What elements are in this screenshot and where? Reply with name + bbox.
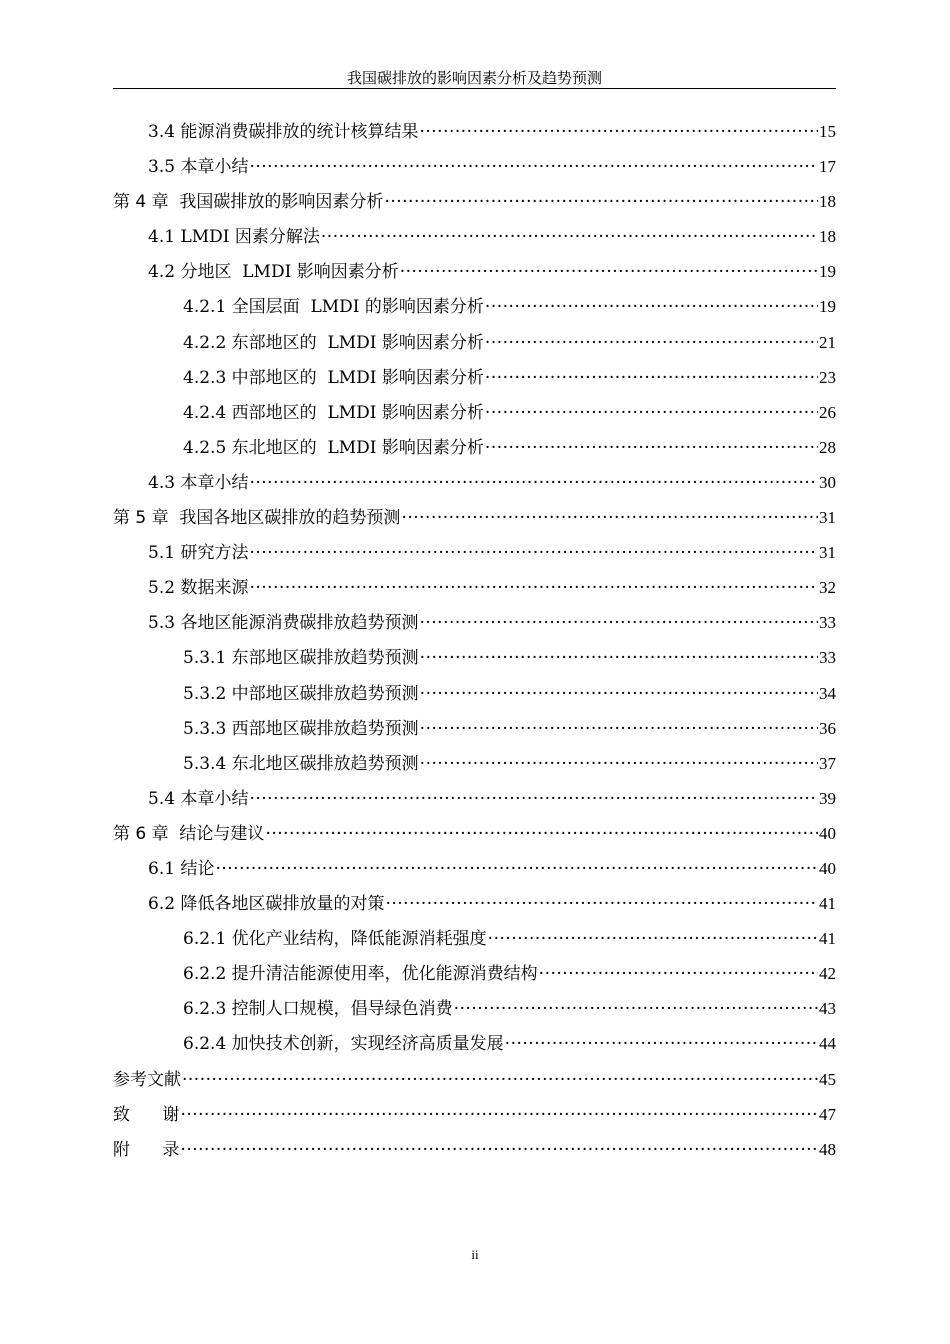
dot-leader [384,185,818,220]
dot-leader [321,220,818,255]
table-of-contents [113,114,836,1167]
toc-entry[interactable] [113,219,836,254]
toc-entry-label: 致 谢 [113,1104,180,1125]
toc-entry-page: 37 [819,753,836,773]
toc-entry[interactable] [113,1026,836,1061]
toc-entry-label: 参考文献 [113,1069,181,1090]
toc-entry[interactable] [113,430,836,465]
toc-entry-label: 4.3 本章小结 [148,472,249,493]
dot-leader [249,466,818,501]
toc-entry[interactable] [113,395,836,430]
toc-entry-page: 33 [819,648,836,668]
toc-entry-label: 5.2 数据来源 [148,578,249,599]
toc-entry-page: 44 [819,1034,836,1054]
toc-entry-label: 6.1 结论 [148,858,215,879]
toc-entry-label: 4.2 分地区 LMDI 影响因素分析 [148,262,399,283]
dot-leader [419,606,818,641]
toc-entry-label: 5.1 研究方法 [148,543,249,564]
toc-entry-label: 4.2.1 全国层面 LMDI 的影响因素分析 [183,297,484,318]
toc-entry[interactable] [113,781,836,816]
header-rule [113,88,836,89]
dot-leader [400,255,818,290]
toc-entry-page: 45 [819,1069,836,1089]
dot-leader [420,712,818,747]
toc-entry-label: 6.2.2 提升清洁能源使用率，优化能源消费结构 [183,964,538,985]
toc-entry-page: 19 [819,262,836,282]
dot-leader [485,290,818,325]
dot-leader [180,1133,818,1168]
toc-entry-label: 3.5 本章小结 [148,157,249,178]
toc-entry-page: 31 [819,543,836,563]
dot-leader [401,501,818,536]
dot-leader [419,115,818,150]
toc-entry-page: 36 [819,718,836,738]
toc-entry-page: 43 [819,999,836,1019]
toc-entry-page: 18 [819,192,836,212]
toc-entry-page: 28 [819,437,836,457]
toc-entry-label: 5.3 各地区能源消费碳排放趋势预测 [148,613,419,634]
dot-leader [249,150,818,185]
toc-entry[interactable] [113,500,836,535]
toc-entry-page: 21 [819,332,836,352]
toc-entry-label: 4.2.5 东北地区的 LMDI 影响因素分析 [183,437,484,458]
dot-leader [249,571,818,606]
toc-entry[interactable] [113,921,836,956]
toc-entry-label: 6.2.1 优化产业结构，降低能源消耗强度 [183,929,487,950]
toc-entry-label: 第 6 章 结论与建议 [113,823,265,844]
toc-entry-label: 5.4 本章小结 [148,788,249,809]
dot-leader [420,747,818,782]
toc-entry[interactable] [113,289,836,324]
toc-entry-label: 4.2.4 西部地区的 LMDI 影响因素分析 [183,402,484,423]
toc-entry-label: 5.3.1 东部地区碳排放趋势预测 [183,648,419,669]
toc-entry[interactable] [113,1062,836,1097]
toc-entry[interactable] [113,851,836,886]
toc-entry-label: 4.2.2 东部地区的 LMDI 影响因素分析 [183,332,484,353]
dot-leader [485,396,818,431]
toc-entry-page: 26 [819,402,836,422]
toc-entry[interactable] [113,360,836,395]
toc-entry[interactable] [113,535,836,570]
toc-entry-page: 40 [819,823,836,843]
toc-entry[interactable] [113,991,836,1026]
dot-leader [180,1098,818,1133]
toc-entry[interactable] [113,886,836,921]
toc-entry-label: 附 录 [113,1139,180,1160]
dot-leader [420,641,818,676]
toc-entry-page: 32 [819,578,836,598]
dot-leader [488,922,818,957]
dot-leader [420,677,818,712]
toc-entry[interactable] [113,746,836,781]
toc-entry[interactable] [113,711,836,746]
toc-entry-label: 第 4 章 我国碳排放的影响因素分析 [113,192,384,213]
toc-entry-page: 18 [819,227,836,247]
dot-leader [385,887,818,922]
toc-entry-page: 48 [819,1139,836,1159]
toc-entry-label: 4.1 LMDI 因素分解法 [148,227,320,248]
toc-entry[interactable] [113,1132,836,1167]
toc-entry-page: 23 [819,367,836,387]
toc-entry-label: 4.2.3 中部地区的 LMDI 影响因素分析 [183,367,484,388]
toc-entry[interactable] [113,465,836,500]
dot-leader [539,957,818,992]
toc-entry-label: 第 5 章 我国各地区碳排放的趋势预测 [113,508,401,529]
dot-leader [265,817,818,852]
toc-entry-label: 5.3.4 东北地区碳排放趋势预测 [183,753,419,774]
toc-entry-page: 15 [819,122,836,141]
dot-leader [505,1027,818,1062]
page-number: ii [471,1247,479,1262]
toc-entry-page: 31 [819,508,836,528]
toc-entry-label: 6.2 降低各地区碳排放量的对策 [148,894,385,915]
dot-leader [249,782,818,817]
toc-entry-page: 41 [819,894,836,914]
dot-leader [485,431,818,466]
dot-leader [215,852,818,887]
toc-entry[interactable] [113,956,836,991]
toc-entry[interactable] [113,325,836,360]
toc-entry-page: 42 [819,964,836,984]
dot-leader [182,1063,818,1098]
toc-entry-page: 40 [819,858,836,878]
toc-entry[interactable] [113,114,836,149]
toc-entry[interactable] [113,676,836,711]
toc-entry-label: 6.2.3 控制人口规模，倡导绿色消费 [183,999,453,1020]
toc-entry-page: 47 [819,1104,836,1124]
toc-entry[interactable] [113,149,836,184]
dot-leader [249,536,818,571]
toc-entry-page: 17 [819,157,836,177]
toc-entry[interactable] [113,605,836,640]
toc-entry[interactable] [113,640,836,675]
toc-entry[interactable] [113,184,836,219]
toc-entry-label: 5.3.3 西部地区碳排放趋势预测 [183,718,419,739]
toc-entry[interactable] [113,254,836,289]
toc-entry-page: 41 [819,929,836,949]
toc-entry[interactable] [113,570,836,605]
toc-entry-label: 6.2.4 加快技术创新，实现经济高质量发展 [183,1034,504,1055]
dot-leader [485,326,818,361]
toc-entry[interactable] [113,1097,836,1132]
dot-leader [485,361,818,396]
toc-entry-label: 5.3.2 中部地区碳排放趋势预测 [183,683,419,704]
toc-entry-page: 33 [819,613,836,633]
toc-entry-label: 3.4 能源消费碳排放的统计核算结果 [148,122,419,142]
dot-leader [454,992,818,1027]
toc-entry-page: 39 [819,788,836,808]
toc-entry-page: 30 [819,472,836,492]
toc-entry-page: 19 [819,297,836,317]
toc-entry[interactable] [113,816,836,851]
running-header: 我国碳排放的影响因素分析及趋势预测 [346,69,602,87]
toc-entry-page: 34 [819,683,836,703]
